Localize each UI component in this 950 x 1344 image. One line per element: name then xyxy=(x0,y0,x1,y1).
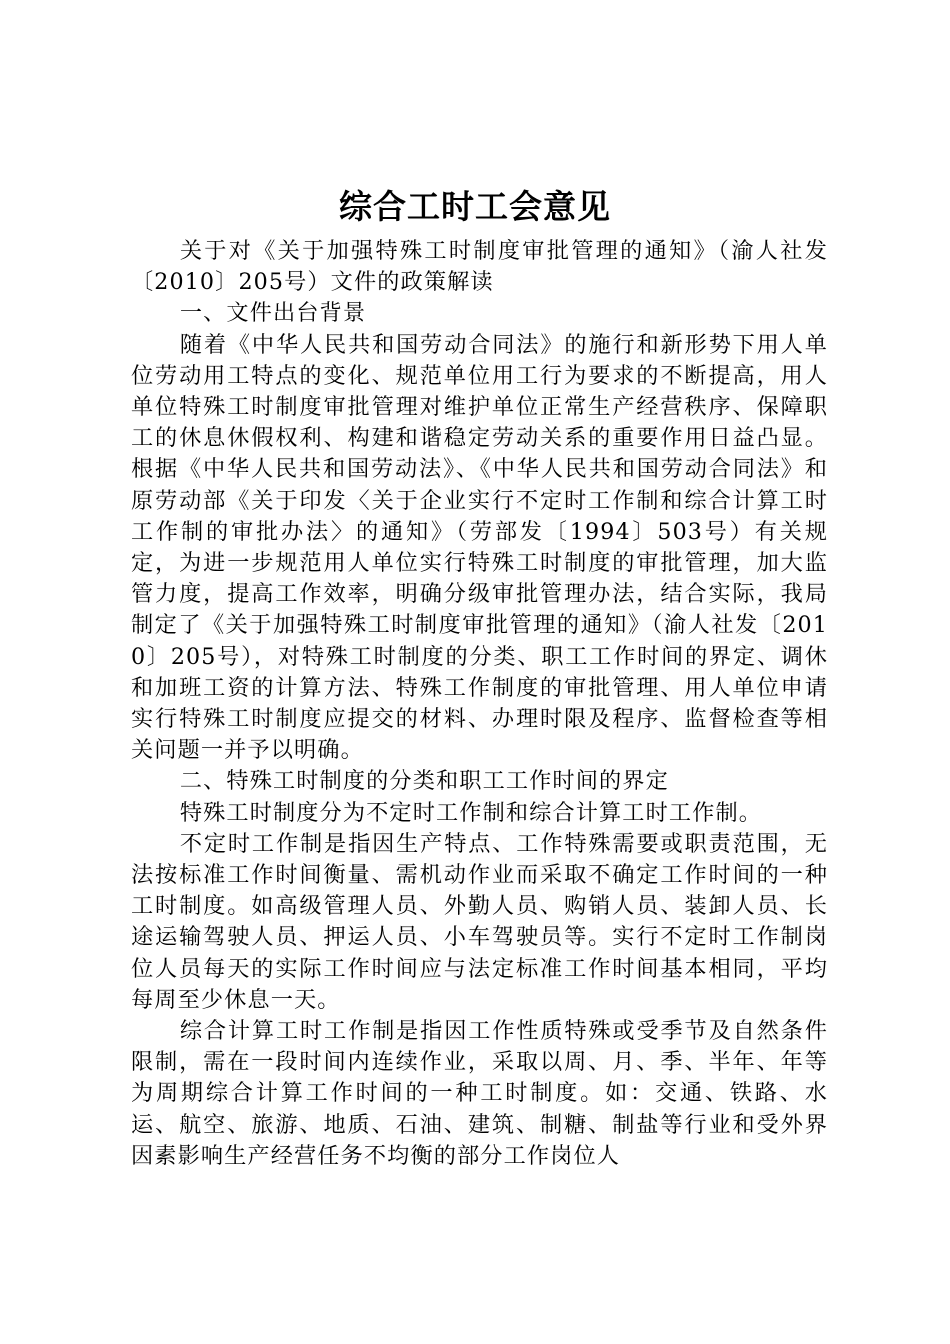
paragraph-comprehensive-hours: 综合计算工时工作制是指因工作性质特殊或受季节及自然条件限制，需在一段时间内连续作业，采取以周、月、季、半年、年等为周期综合计算工作时间的一种工时制度。如：交通、铁路、水运、航空、旅游、地质、石油、建筑、制糖、制盐等行业和受外界因素影响生产经营任务不均衡的部分工作岗位人 xyxy=(131,1018,828,1169)
paragraph-flexible-hours: 不定时工作制是指因生产特点、工作特殊需要或职责范围，无法按标准工作时间衡量、需机动作业而采取不确定工作时间的一种工时制度。如高级管理人员、外勤人员、购销人员、装卸人员、长途运输驾驶人员、押运人员、小车驾驶员等。实行不定时工作制岗位人员每天的实际工作时间应与法定标准工作时间基本相同，平均每周至少休息一天。 xyxy=(131,830,828,1013)
paragraph-intro: 关于对《关于加强特殊工时制度审批管理的通知》（渝人社发〔2010〕205号）文件的政策解读 xyxy=(131,238,828,296)
section-heading-background: 一、文件出台背景 xyxy=(179,300,367,327)
document-body xyxy=(131,236,828,1172)
paragraph-background: 随着《中华人民共和国劳动合同法》的施行和新形势下用人单位劳动用工特点的变化、规范单位用工行为要求的不断提高，用人单位特殊工时制度审批管理对维护单位正常生产经营秩序、保障职工的休息休假权利、构建和谐稳定劳动关系的重要作用日益凸显。根据《中华人民共和国劳动法》、《中华人民共和国劳动合同法》和原劳动部《关于印发〈关于企业实行不定时工作制和综合计算工时工作制的审批办法〉的通知》（劳部发〔1994〕503号）有关规定，为进一步规范用人单位实行特殊工时制度的审批管理，加大监管力度，提高工作效率，明确分级审批管理办法，结合实际，我局制定了《关于加强特殊工时制度审批管理的通知》（渝人社发〔2010〕205号），对特殊工时制度的分类、职工工作时间的界定、调休和加班工资的计算方法、特殊工作制度的审批管理、用人单位申请实行特殊工时制度应提交的材料、办理时限及程序、监督检查等相关问题一并予以明确。 xyxy=(131,331,828,764)
section-heading-classification: 二、特殊工时制度的分类和职工工作时间的界定 xyxy=(179,768,669,795)
paragraph-classification: 特殊工时制度分为不定时工作制和综合计算工时工作制。 xyxy=(179,799,763,826)
document-title: 综合工时工会意见 xyxy=(339,187,611,226)
